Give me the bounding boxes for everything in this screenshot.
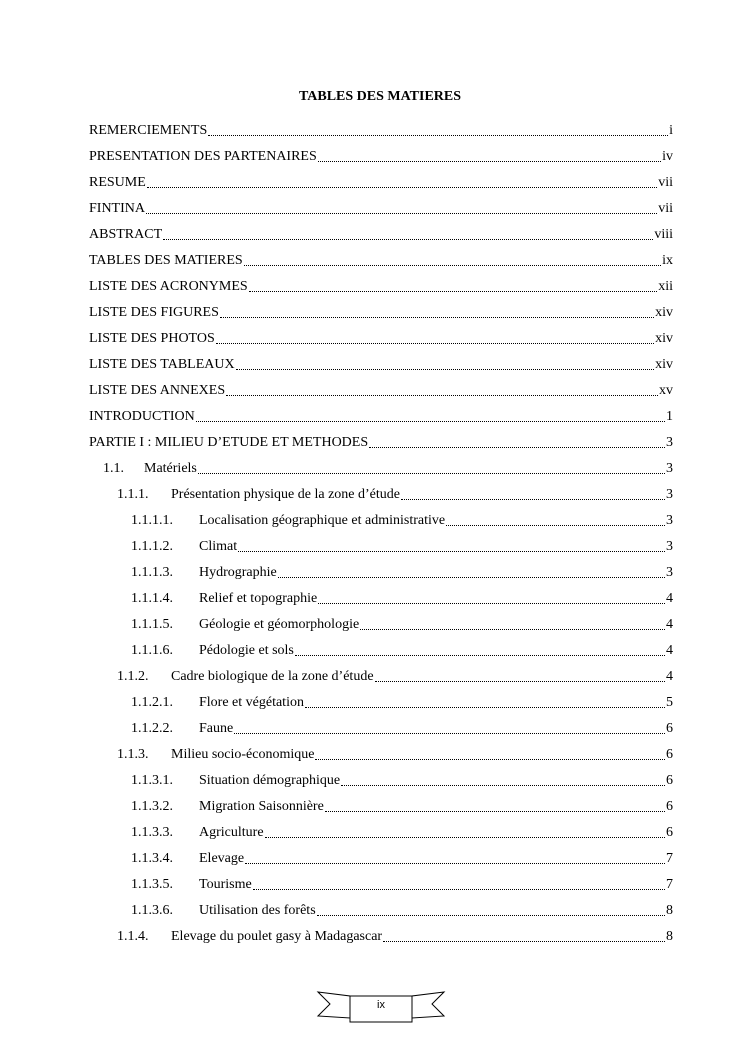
- toc-dot-leader: [318, 603, 665, 604]
- toc-entry-page: xiv: [655, 357, 673, 372]
- toc-entry-title: Localisation géographique et administrative: [199, 513, 446, 528]
- toc-entry-title: Pédologie et sols: [199, 643, 294, 658]
- toc-entry-page: 3: [666, 539, 673, 554]
- toc-entry-page: i: [669, 123, 673, 138]
- toc-dot-leader: [315, 759, 665, 760]
- toc-entry-title: INTRODUCTION: [89, 409, 195, 424]
- toc-entry-page: vii: [658, 175, 673, 190]
- toc-entry[interactable]: [0, 560, 745, 586]
- toc-dot-leader: [278, 577, 665, 578]
- toc-entry-number: 1.1.1.4.: [131, 591, 173, 606]
- toc-entry-title: Tourisme: [199, 877, 252, 892]
- toc-entry-title: Flore et végétation: [199, 695, 304, 710]
- toc-entry-title: Elevage du poulet gasy à Madagascar: [171, 929, 383, 944]
- toc-entry-title: Situation démographique: [199, 773, 341, 788]
- toc-entry-title: PARTIE I : MILIEU D’ETUDE ET METHODES: [89, 435, 369, 450]
- toc-entry[interactable]: [0, 196, 745, 222]
- toc-entry-page: 5: [666, 695, 673, 710]
- toc-entry-number: 1.1.2.: [117, 669, 149, 684]
- toc-entry-number: 1.1.2.1.: [131, 695, 173, 710]
- toc-dot-leader: [146, 213, 657, 214]
- toc-entry[interactable]: [0, 586, 745, 612]
- toc-entry-title: Géologie et géomorphologie: [199, 617, 360, 632]
- toc-entry[interactable]: [0, 898, 745, 924]
- toc-dot-leader: [401, 499, 665, 500]
- toc-entry[interactable]: [0, 144, 745, 170]
- toc-entry-number: 1.1.3.: [117, 747, 149, 762]
- toc-entry[interactable]: [0, 222, 745, 248]
- table-of-contents: [0, 118, 745, 950]
- toc-entry-page: 3: [666, 513, 673, 528]
- toc-entry-title: Elevage: [199, 851, 245, 866]
- toc-entry-page: xiv: [655, 305, 673, 320]
- toc-dot-leader: [265, 837, 665, 838]
- toc-entry-title: Relief et topographie: [199, 591, 318, 606]
- toc-entry[interactable]: [0, 430, 745, 456]
- toc-dot-leader: [341, 785, 665, 786]
- toc-entry-number: 1.1.3.1.: [131, 773, 173, 788]
- toc-dot-leader: [245, 863, 665, 864]
- toc-entry[interactable]: [0, 326, 745, 352]
- toc-entry[interactable]: [0, 794, 745, 820]
- toc-entry[interactable]: [0, 846, 745, 872]
- toc-entry-page: 6: [666, 773, 673, 788]
- toc-dot-leader: [249, 291, 658, 292]
- toc-entry-number: 1.1.: [103, 461, 124, 476]
- toc-entry-page: xv: [659, 383, 673, 398]
- toc-entry-number: 1.1.1.2.: [131, 539, 173, 554]
- toc-entry-title: Climat: [199, 539, 238, 554]
- toc-entry[interactable]: [0, 924, 745, 950]
- toc-entry-title: Présentation physique de la zone d’étude: [171, 487, 400, 502]
- toc-entry-number: 1.1.3.6.: [131, 903, 173, 918]
- toc-entry-title: Migration Saisonnière: [199, 799, 324, 814]
- toc-dot-leader: [244, 265, 661, 266]
- toc-entry[interactable]: [0, 508, 745, 534]
- toc-entry-title: Cadre biologique de la zone d’étude: [171, 669, 374, 684]
- toc-entry[interactable]: [0, 872, 745, 898]
- toc-entry-title: LISTE DES ACRONYMES: [89, 279, 248, 294]
- toc-dot-leader: [305, 707, 665, 708]
- toc-entry[interactable]: [0, 248, 745, 274]
- toc-entry-number: 1.1.3.5.: [131, 877, 173, 892]
- page-footer-banner: [316, 988, 446, 1028]
- toc-entry-title: Faune: [199, 721, 234, 736]
- toc-entry-page: 6: [666, 799, 673, 814]
- toc-entry-number: 1.1.1.3.: [131, 565, 173, 580]
- toc-dot-leader: [318, 161, 661, 162]
- toc-entry-page: xii: [658, 279, 673, 294]
- toc-entry-number: 1.1.1.5.: [131, 617, 173, 632]
- toc-entry[interactable]: [0, 664, 745, 690]
- toc-entry-page: 6: [666, 721, 673, 736]
- toc-entry-title: LISTE DES ANNEXES: [89, 383, 226, 398]
- toc-entry-title: LISTE DES TABLEAUX: [89, 357, 235, 372]
- toc-entry-title: Hydrographie: [199, 565, 277, 580]
- toc-entry[interactable]: [0, 742, 745, 768]
- toc-entry[interactable]: [0, 716, 745, 742]
- toc-entry-page: 8: [666, 903, 673, 918]
- toc-entry-page: 8: [666, 929, 673, 944]
- toc-dot-leader: [208, 135, 668, 136]
- toc-entry[interactable]: [0, 612, 745, 638]
- toc-entry-page: viii: [654, 227, 673, 242]
- toc-entry-page: 3: [666, 487, 673, 502]
- toc-dot-leader: [375, 681, 665, 682]
- toc-entry-page: 4: [666, 591, 673, 606]
- toc-entry[interactable]: [0, 456, 745, 482]
- toc-dot-leader: [236, 369, 654, 370]
- toc-dot-leader: [238, 551, 665, 552]
- toc-entry-page: vii: [658, 201, 673, 216]
- toc-entry-title: LISTE DES FIGURES: [89, 305, 219, 320]
- toc-entry[interactable]: [0, 820, 745, 846]
- toc-entry-page: 6: [666, 747, 673, 762]
- toc-entry[interactable]: [0, 170, 745, 196]
- toc-entry-number: 1.1.1.6.: [131, 643, 173, 658]
- toc-entry-page: 1: [666, 409, 673, 424]
- toc-entry[interactable]: [0, 274, 745, 300]
- toc-entry-page: 3: [666, 565, 673, 580]
- toc-entry-title: ABSTRACT: [89, 227, 163, 242]
- toc-entry-title: FINTINA: [89, 201, 145, 216]
- toc-entry-page: 4: [666, 643, 673, 658]
- toc-dot-leader: [234, 733, 665, 734]
- toc-dot-leader: [317, 915, 665, 916]
- toc-entry-title: REMERCIEMENTS: [89, 123, 208, 138]
- toc-entry[interactable]: [0, 300, 745, 326]
- toc-entry-page: 7: [666, 851, 673, 866]
- toc-entry-number: 1.1.2.2.: [131, 721, 173, 736]
- toc-entry-number: 1.1.1.: [117, 487, 149, 502]
- toc-entry-title: Milieu socio-économique: [171, 747, 315, 762]
- toc-dot-leader: [216, 343, 654, 344]
- toc-entry-number: 1.1.3.2.: [131, 799, 173, 814]
- toc-entry-number: 1.1.4.: [117, 929, 149, 944]
- toc-entry-title: PRESENTATION DES PARTENAIRES: [89, 149, 317, 164]
- toc-entry[interactable]: [0, 768, 745, 794]
- toc-dot-leader: [325, 811, 665, 812]
- toc-dot-leader: [446, 525, 665, 526]
- toc-dot-leader: [369, 447, 665, 448]
- toc-entry[interactable]: [0, 404, 745, 430]
- toc-entry-title: Matériels: [144, 461, 197, 476]
- toc-entry[interactable]: [0, 482, 745, 508]
- toc-entry-title: TABLES DES MATIERES: [89, 253, 243, 268]
- toc-entry[interactable]: [0, 534, 745, 560]
- toc-entry[interactable]: [0, 378, 745, 404]
- toc-entry[interactable]: [0, 690, 745, 716]
- toc-entry-page: iv: [662, 149, 673, 164]
- toc-dot-leader: [198, 473, 665, 474]
- toc-entry[interactable]: [0, 352, 745, 378]
- page-title: TABLES DES MATIERES: [298, 89, 462, 104]
- toc-entry-page: 3: [666, 461, 673, 476]
- toc-dot-leader: [163, 239, 653, 240]
- toc-dot-leader: [147, 187, 657, 188]
- toc-dot-leader: [220, 317, 654, 318]
- toc-entry-page: 4: [666, 669, 673, 684]
- toc-dot-leader: [253, 889, 665, 890]
- toc-entry-page: ix: [662, 253, 673, 268]
- toc-entry-number: 1.1.3.4.: [131, 851, 173, 866]
- toc-entry[interactable]: [0, 638, 745, 664]
- toc-dot-leader: [360, 629, 665, 630]
- toc-entry-page: 3: [666, 435, 673, 450]
- page-number: ix: [377, 999, 385, 1011]
- toc-dot-leader: [383, 941, 665, 942]
- toc-entry-title: Utilisation des forêts: [199, 903, 316, 918]
- toc-dot-leader: [226, 395, 658, 396]
- toc-dot-leader: [295, 655, 665, 656]
- toc-entry-page: 4: [666, 617, 673, 632]
- toc-dot-leader: [196, 421, 665, 422]
- toc-entry-title: Agriculture: [199, 825, 264, 840]
- toc-entry-page: xiv: [655, 331, 673, 346]
- toc-entry-number: 1.1.1.1.: [131, 513, 173, 528]
- toc-entry-page: 7: [666, 877, 673, 892]
- toc-entry-number: 1.1.3.3.: [131, 825, 173, 840]
- toc-entry-title: LISTE DES PHOTOS: [89, 331, 215, 346]
- toc-entry[interactable]: [0, 118, 745, 144]
- toc-entry-title: RESUME: [89, 175, 146, 190]
- toc-entry-page: 6: [666, 825, 673, 840]
